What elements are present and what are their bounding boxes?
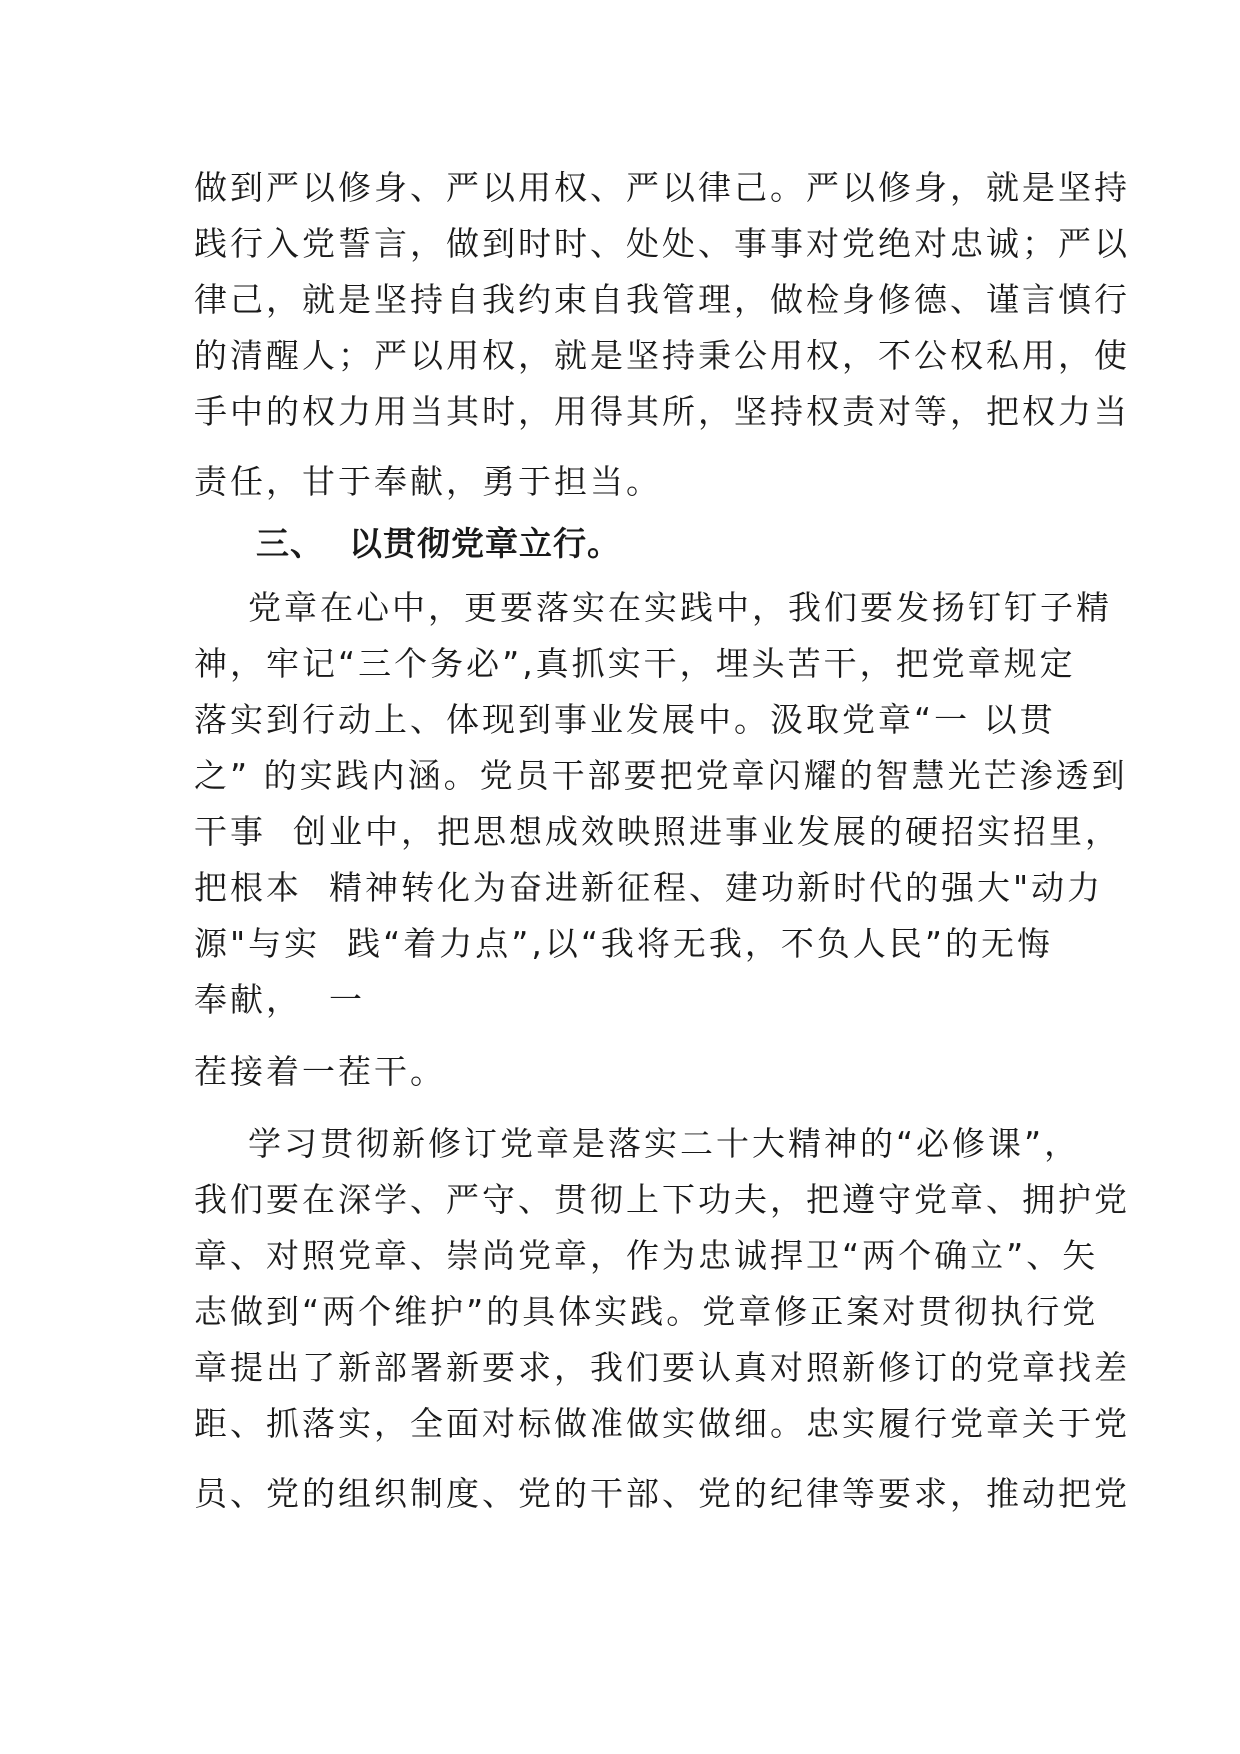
paragraph-line: 责任，甘于奉献，勇于担当。 <box>194 462 662 501</box>
paragraph-line: 律己，就是坚持自我约束自我管理，做检身修德、谨言慎行 <box>194 280 1130 319</box>
paragraph-line: 的清醒人；严以用权，就是坚持秉公用权，不公权私用，使 <box>194 336 1130 375</box>
paragraph-line: 距、抓落实，全面对标做准做实做细。忠实履行党章关于党 <box>194 1404 1130 1443</box>
paragraph-line: 奉献， 一 <box>194 980 365 1019</box>
paragraph-line: 志做到“两个维护”的具体实践。党章修正案对贯彻执行党 <box>194 1292 1099 1331</box>
paragraph-line: 章提出了新部署新要求，我们要认真对照新修订的党章找差 <box>194 1348 1130 1387</box>
paragraph-line: 我们要在深学、严守、贯彻上下功夫，把遵守党章、拥护党 <box>194 1180 1130 1219</box>
paragraph-line: 茬接着一茬干。 <box>194 1052 446 1091</box>
paragraph-line: 学习贯彻新修订党章是落实二十大精神的“必修课”， <box>194 1124 1081 1163</box>
paragraph-line: 员、党的组织制度、党的干部、党的纪律等要求，推动把党 <box>194 1474 1130 1513</box>
paragraph-line: 章、对照党章、崇尚党章，作为忠诚捍卫“两个确立”、矢 <box>194 1236 1099 1275</box>
paragraph-line: 践行入党誓言，做到时时、处处、事事对党绝对忠诚；严以 <box>194 224 1130 263</box>
paragraph-line: 做到严以修身、严以用权、严以律己。严以修身，就是坚持 <box>194 168 1130 207</box>
paragraph-line: 落实到行动上、体现到事业发展中。汲取党章“一 以贯 <box>194 700 1056 739</box>
section-heading: 三、 以贯彻党章立行。 <box>256 524 621 563</box>
paragraph-line: 源"与实 践“着力点”,以“我将无我，不负人民”的无悔 <box>194 924 1054 963</box>
paragraph-line: 之” 的实践内涵。党员干部要把党章闪耀的智慧光芒渗透到 <box>194 756 1128 795</box>
paragraph-line: 神，牢记“三个务必”,真抓实干，埋头苦干，把党章规定 <box>194 644 1076 683</box>
paragraph-line: 党章在心中，更要落实在实践中，我们要发扬钉钉子精 <box>194 588 1112 627</box>
paragraph-line: 干事 创业中，把思想成效映照进事业发展的硬招实招里， <box>194 812 1121 851</box>
paragraph-line: 手中的权力用当其时，用得其所，坚持权责对等，把权力当 <box>194 392 1130 431</box>
paragraph-line: 把根本 精神转化为奋进新征程、建功新时代的强大"动力 <box>194 868 1104 907</box>
